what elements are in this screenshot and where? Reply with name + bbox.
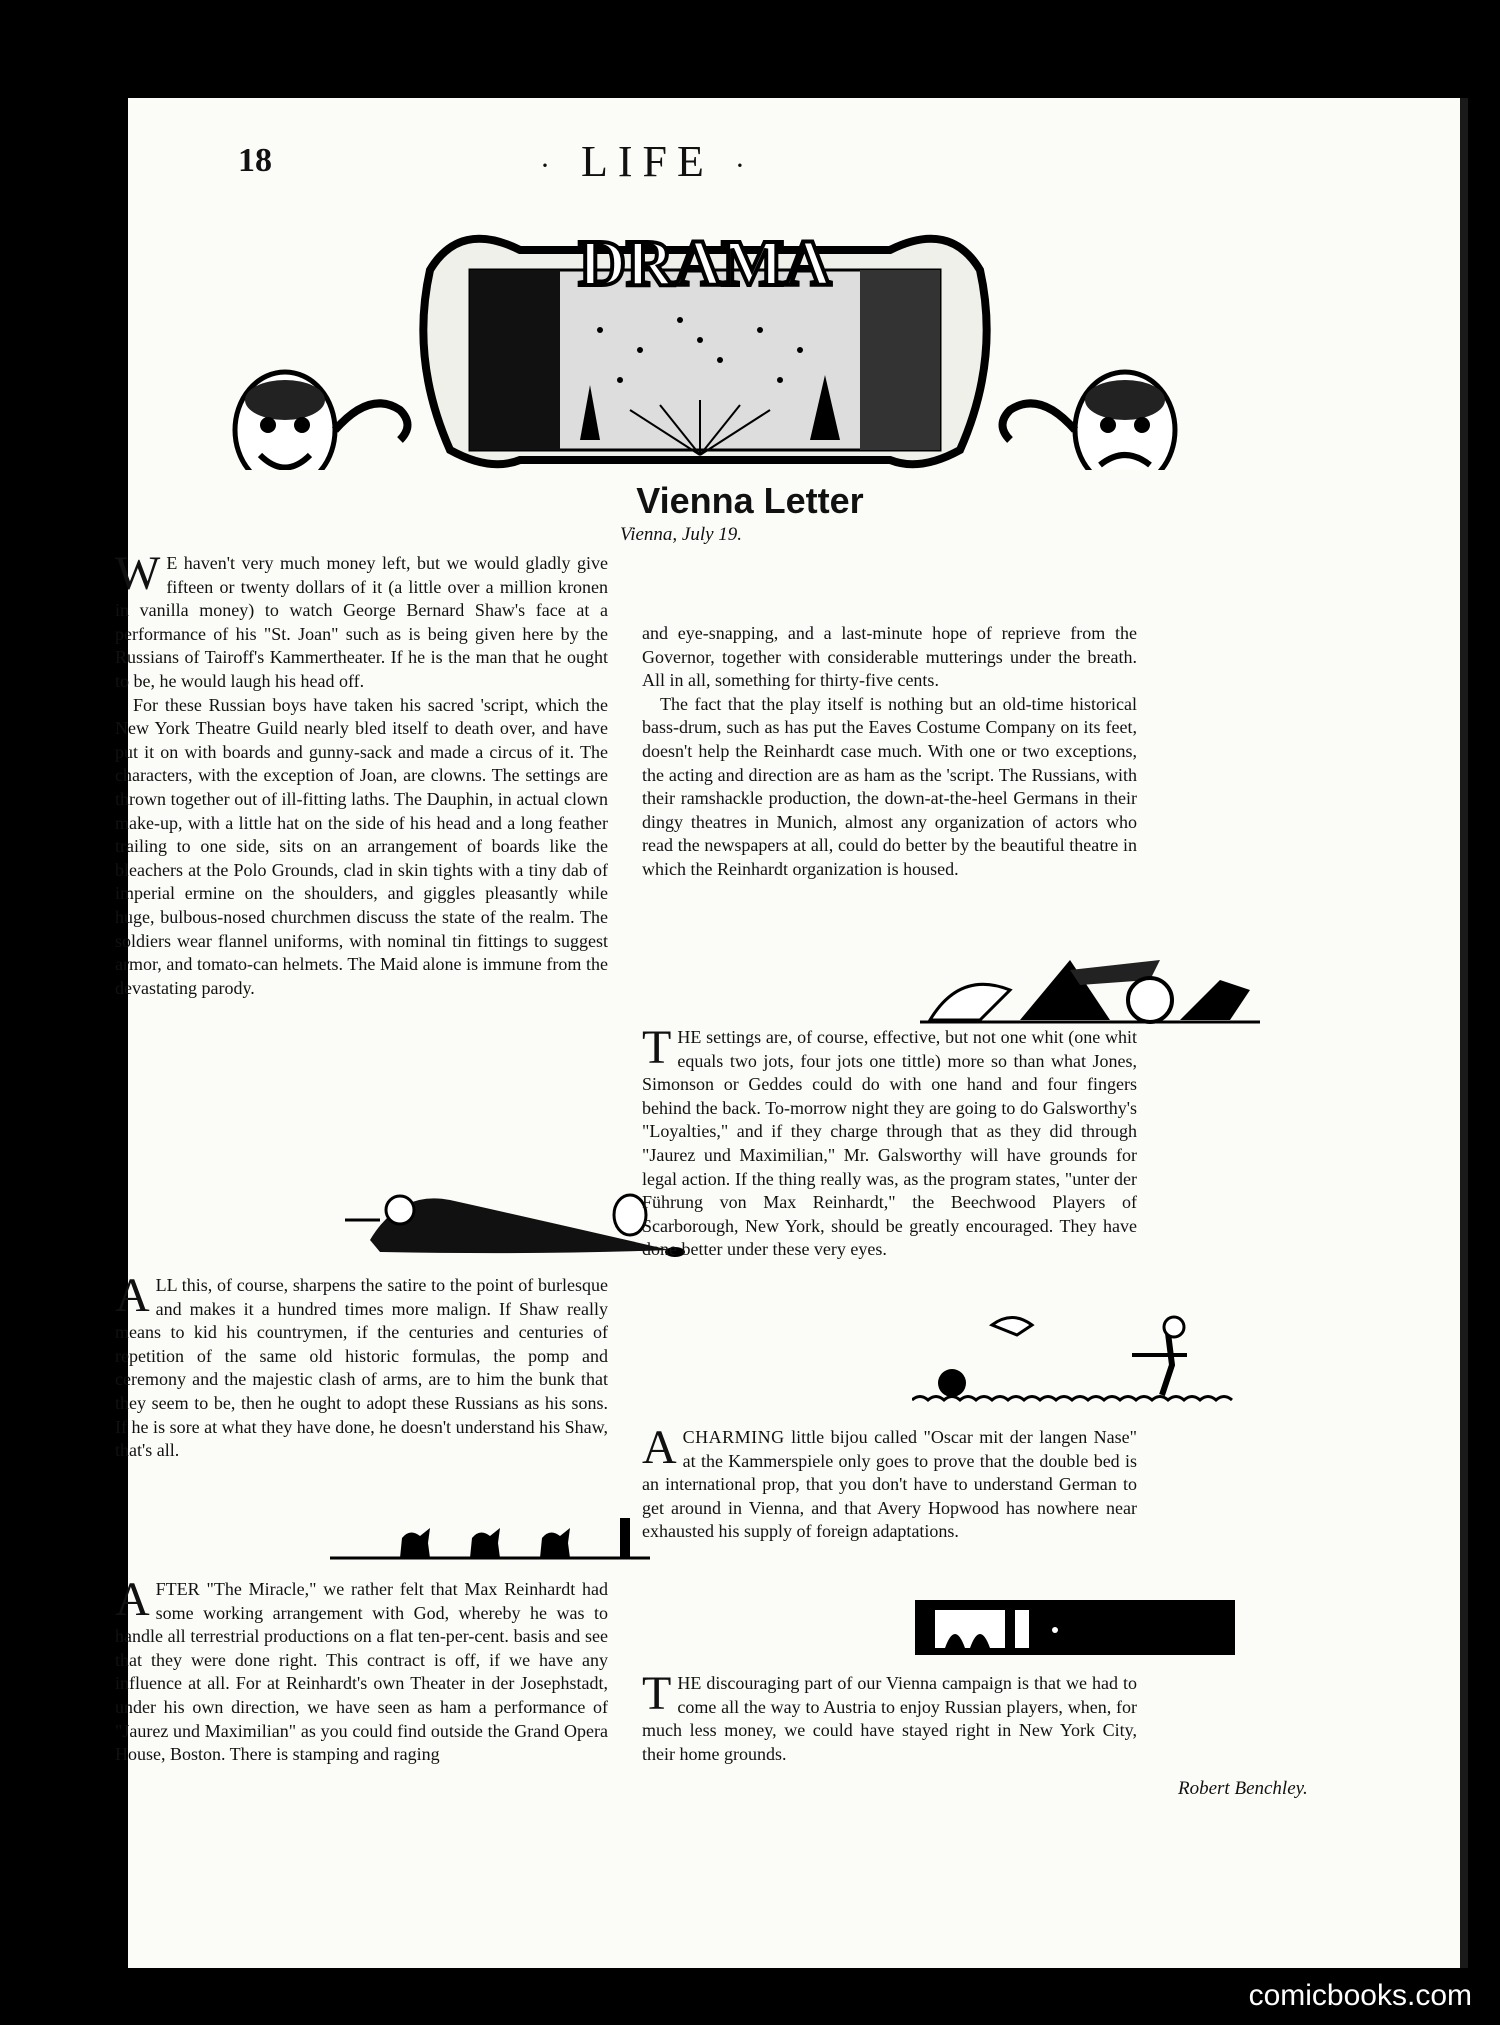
drop-cap: A xyxy=(642,1421,677,1474)
bird-and-figure-illustration xyxy=(912,1305,1252,1405)
left-column-block-1 xyxy=(115,547,608,1000)
paragraph-text: LL this, of course, sharpens the satire to the point of burlesque and makes it a hundred times more malign. If Shaw really means to kid his countrymen, if the centuries and centuries of repetition of the same old historic formulas, the pomp and ceremony and the majestic clash of arms, are to him the bunk that they seem to be, then he ought to adopt these Russians as his sons. If he is sore at what they have done, he doesn't understand his Shaw, that's all. xyxy=(115,1275,608,1461)
dateline: Vienna, July 19. xyxy=(620,524,743,545)
paragraph-text: little bijou called "Oscar mit der langen Nase" at the Kammerspiele only goes to prove that the double bed is an international prop, that you don't have to understand German to get around in Vienna, and that Avery Hopwood has nowhere near exhausted his supply of foreign adaptations. xyxy=(642,1427,1137,1542)
masthead-dot-right: · xyxy=(734,148,755,182)
paragraph-text: HE discouraging part of our Vienna campaign is that we had to come all the way to Austria to enjoy Russian players, when, for much less money, we could have stayed right in New York City, their home grounds. xyxy=(642,1673,1137,1764)
paragraph-5: and eye-snapping, and a last-minute hope of reprieve from the Governor, together with considerable mutterings under the breath. All in all, something for thirty-five cents. xyxy=(642,623,1137,691)
paragraph-text: FTER "The Miracle," we rather felt that Max Reinhardt had some working arrangement with God, whereby he was to handle all terrestrial productions on a flat ten-per-cent. basis and see that they were done right. This contract is off, if we have any influence at all. For at Reinhardt's own Theater in der Josephstadt, under his own direction, we have seen as ham a performance of "Jaurez und Maximilian" as you could find outside the Grand Opera House, Boston. There is stamping and raging xyxy=(115,1579,608,1765)
magazine-title: LIFE xyxy=(581,137,714,186)
author-signature: Robert Benchley. xyxy=(1178,1778,1308,1799)
article-title: Vienna Letter xyxy=(636,480,864,521)
right-column-block-1 xyxy=(642,622,1137,882)
paragraph-text: E haven't very much money left, but we would gladly give fifteen or twenty dollars of it (a little over a million kronen in vanilla money) to watch George Bernard Shaw's face at a performance of his "St. Joan" such as is being given here by the Russians of Tairoff's Kammertheater. If he is the man that he ought to be, he would laugh his head off. xyxy=(115,553,608,691)
paragraph-7 xyxy=(642,1021,1137,1262)
paragraph-text: HE settings are, of course, effective, but not one whit (one whit equals two jots, four jots one tittle) more so than what Jones, Simonson or Geddes could do with one hand and four fingers behind the back. To-morrow night they are going to do Galsworthy's "Loyalties," and if they charge through that as they did through "Jaurez und Maximilian," Mr. Galsworthy will have grounds for legal action. If the thing really was, as the program states, "unter der Führung von Max Reinhardt," the Beechwood Players of Scarborough, New York, should be greatly encouraged. They have done better under these very eyes. xyxy=(642,1027,1137,1260)
right-column-block-2 xyxy=(642,1021,1137,1262)
drama-banner-illustration xyxy=(200,210,1210,470)
lead-caps: CHARMING xyxy=(682,1427,785,1447)
comedy-mask-left-icon xyxy=(235,372,408,470)
section-title: DRAMA xyxy=(578,227,832,300)
stage-strip-illustration xyxy=(915,1600,1235,1660)
paragraph-6: The fact that the play itself is nothing but an old-time historical bass-drum, such as has put the Eaves Costume Company on its feet, doesn't help the Reinhardt case much. With one or two exceptions, the acting and direction are as ham as the 'script. The Russians, with their ramshackle production, the down-at-the-heel Germans in their dingy theatres in Munich, almost any organization of actors who read the newspapers at all, could do better by the beautiful theatre in which the Reinhardt organization is housed. xyxy=(642,693,1137,879)
paragraph-9 xyxy=(642,1667,1137,1766)
paragraph-2: For these Russian boys have taken his sacred 'script, which the New York Theatre Guild nearly bled itself to death over, and have put it on with boards and gunny-sack and made a circus of it. The characters, with the exception of Joan, are clowns. The settings are thrown together out of ill-fitting laths. The Dauphin, in actual clown make-up, with a little hat on the side of his head and a long feather trailing to one side, sits on an arrangement of boards like the bleachers at the Polo Grounds, clad in skin tights with a tiny dab of imperial ermine on the shoulders, and giggles pleasantly while huge, bulbous-nosed churchmen discuss the state of the realm. The soldiers wear flannel uniforms, with nominal tin fittings to suggest armor, and tomato-can helmets. The Maid alone is immune from the devastating parody. xyxy=(115,694,608,998)
masthead xyxy=(540,136,755,187)
drop-cap: T xyxy=(642,1021,672,1074)
paragraph-8 xyxy=(642,1421,1137,1544)
drop-cap: T xyxy=(642,1667,672,1720)
right-column-block-3 xyxy=(642,1421,1137,1544)
page-number: 18 xyxy=(238,142,272,179)
page-edge xyxy=(1460,98,1468,1968)
watermark: comicbooks.com xyxy=(1248,1979,1472,2012)
paragraph-1 xyxy=(115,547,608,694)
masthead-dot-left: · xyxy=(540,148,560,182)
stage-props-illustration xyxy=(920,940,1260,1030)
left-column-block-2 xyxy=(115,1269,608,1463)
tragedy-mask-right-icon xyxy=(1003,372,1176,470)
paragraph-3 xyxy=(115,1269,608,1463)
left-column-block-3 xyxy=(115,1573,608,1767)
drop-cap: W xyxy=(115,547,161,600)
drop-cap: A xyxy=(115,1269,150,1322)
paragraph-4 xyxy=(115,1573,608,1767)
right-column-block-4 xyxy=(642,1667,1137,1766)
black-cats-illustration xyxy=(330,1508,650,1568)
drop-cap: A xyxy=(115,1573,150,1626)
